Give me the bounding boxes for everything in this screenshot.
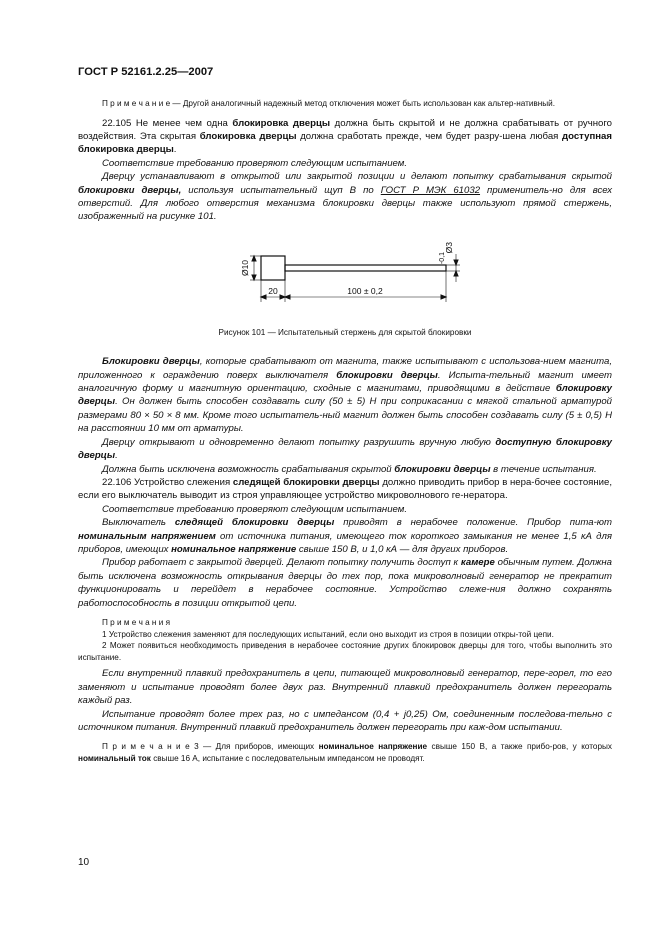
text-run: приводят в нерабочее положение. Прибор пита-ют bbox=[334, 517, 612, 529]
text-run: 22.106 Устройство слежения bbox=[102, 476, 233, 488]
switch-paragraph bbox=[78, 516, 612, 556]
text-run: 22.105 Не менее чем одна bbox=[102, 117, 233, 129]
dim-rod-tolerance: -0,1 bbox=[439, 251, 446, 264]
note-1-label: П р и м е ч а н и е bbox=[102, 99, 171, 108]
note-item-2: 2 Может появиться необходимость приведения в нерабочее состояние других блокировок дверцы для того, чтобы выполнить это испытание. bbox=[78, 641, 612, 662]
text-run: свыше 150 В, и 1,0 кА — для других приборов. bbox=[296, 543, 509, 555]
impedance-paragraph: Испытание проводят более трех раз, но с импедансом (0,4 + j0,25) Ом, соединенным последова-тельно с источником питания. Внутренний плавкий предохранитель должен перегорать при каж-дом испытании. bbox=[78, 708, 612, 733]
text-run: Дверцу открывают и одновременно делают попытку разрушить вручную любую bbox=[102, 436, 496, 448]
compliance-text: Соответствие требованию проверяют следующим испытанием. bbox=[102, 503, 408, 515]
text-run: . Испыта-тельный магнит имеет аналогичную форму и магнитную ориентацию, сходные с магнитами, приводящими в действие bbox=[78, 369, 613, 395]
dim-rod-length: 100 ± 0,2 bbox=[347, 285, 383, 296]
test-rod-drawing bbox=[78, 236, 612, 326]
term-bold: блокировки дверцы bbox=[394, 463, 491, 475]
term-bold: блокировка дверцы bbox=[232, 117, 331, 129]
term-bold: блокировку дверцы bbox=[78, 383, 612, 408]
text-run: используя испытательный щуп В по bbox=[181, 184, 381, 196]
term-bold: блокировка дверцы bbox=[199, 131, 297, 142]
term-bold: номинальное напряжение bbox=[318, 742, 428, 752]
note-1 bbox=[78, 98, 612, 110]
exclusion-paragraph bbox=[78, 463, 612, 476]
test-paragraph bbox=[78, 170, 612, 224]
term-bold: Блокировки дверцы bbox=[102, 356, 200, 368]
page-number: 10 bbox=[78, 857, 90, 868]
dim-head-diameter: Ø10 bbox=[240, 259, 250, 276]
text-run: . Он должен быть способен создавать силу (50 ± 5) Н при соприкасании с мягкой стальной арматурой размерами 80 × 50 × 8 мм. Кроме того испытатель-ный магнит должен быть способен создавать силу (5 ± 0,5) Н на расстоянии 10 мм от арматуры. bbox=[78, 396, 612, 435]
text-run: . bbox=[173, 144, 177, 156]
rod-shaft bbox=[285, 265, 446, 271]
text-run: Прибор работает с закрытой дверцей. Делают попытку получить доступ к bbox=[102, 557, 461, 569]
text-run: Должна быть исключена возможность срабатывания скрытой bbox=[102, 463, 395, 475]
page-content bbox=[78, 98, 612, 765]
note-3-label: П р и м е ч а н и е bbox=[102, 742, 190, 752]
text-run: в течение испытания. bbox=[490, 463, 597, 475]
clause-22-106 bbox=[78, 476, 612, 503]
term-bold: следящей блокировки дверцы bbox=[232, 476, 380, 488]
text-run: применитель-но для всех отверстий. Для любого отверстия механизма блокировки дверцы также используют прямой стержень, изображенный на рисунке 101. bbox=[78, 184, 612, 223]
text-run: должна быть скрытой и не должна срабатывать от ручного воздействия. Эта скрытая bbox=[78, 117, 612, 142]
text-run: свыше 150 В, а также прибо-ров, у которых bbox=[427, 742, 612, 752]
text-run: должно приводить прибор в нера-бочее состояние, если его выключатель выводит из строя управляющее устройство микроволнового ге-нератора. bbox=[78, 476, 613, 502]
note-3 bbox=[78, 741, 612, 764]
text-run: от источника питания, имеющего ток короткого замыкания не менее 1,5 кА для приборов, имеющих bbox=[78, 530, 612, 555]
term-bold: следящей блокировки дверцы bbox=[174, 517, 335, 529]
page-header: ГОСТ Р 52161.2.25—2007 bbox=[78, 66, 214, 78]
standard-link[interactable]: ГОСТ Р МЭК 61032 bbox=[380, 184, 481, 196]
term-bold: доступную блокировку дверцы bbox=[78, 436, 613, 462]
term-bold: номинальное напряжение bbox=[171, 543, 297, 555]
text-run: Дверцу устанавливают в открытой или закрытой позиции и делают попытку срабатывания скрытой bbox=[102, 171, 612, 183]
rod-head bbox=[261, 256, 285, 280]
dim-head-length: 20 bbox=[268, 285, 278, 296]
text-run: Выключатель bbox=[102, 517, 175, 529]
term-bold: номинальным напряжением bbox=[78, 530, 216, 542]
notes-label: П р и м е ч а н и я bbox=[102, 617, 171, 627]
term-bold: номинальный ток bbox=[78, 753, 151, 763]
text-run: свыше 16 А, испытание с последовательным импедансом не проводят. bbox=[150, 753, 425, 763]
door-open-paragraph bbox=[78, 436, 612, 463]
note-item-1: 1 Устройство слежения заменяют для последующих испытаний, если оно выходит из строя в позиции откры-той цепи. bbox=[102, 629, 554, 639]
clause-22-105 bbox=[78, 117, 612, 157]
term-bold: блокировки дверцы, bbox=[78, 184, 182, 196]
figure-101 bbox=[78, 236, 612, 326]
text-run: обычным путем. Должна быть исключена возможность открывания дверцы до тех пор, пока микроволновый генератор не прекратит функционировать и перейдет в нерабочее состояние. Устройство слеже-ния должно сохранять работоспособность в позиции открытой цепи. bbox=[78, 557, 613, 609]
dim-rod-diameter: Ø3 bbox=[444, 241, 454, 254]
text-run: . bbox=[115, 450, 118, 462]
term-bold: блокировки дверцы bbox=[336, 369, 438, 381]
term-bold: камере bbox=[460, 557, 495, 569]
term-bold: доступная блокировка дверцы bbox=[78, 131, 612, 156]
text-run: должна сработать прежде, чем будет разру-шена любая bbox=[296, 131, 563, 142]
figure-caption: Рисунок 101 — Испытательный стержень для скрытой блокировки bbox=[218, 327, 472, 337]
magnet-paragraph bbox=[78, 355, 612, 435]
fuse-paragraph: Если внутренний плавкий предохранитель в цепи, питающей микроволновый генератор, пере-горел, то его заменяют и испытание проводят более двух раз. Внутренний плавкий предохранитель должен перегорать каждый раз. bbox=[78, 668, 612, 707]
text-run: , которые срабатывают от магнита, также испытывают с использова-нием магнита, приложенного к ограждению поверх выключателя bbox=[78, 356, 612, 381]
note-1-text: — Другой аналогичный надежный метод отключения может быть использован как альтер-нативный. bbox=[170, 99, 556, 108]
text-run: 3 — Для приборов, имеющих bbox=[189, 742, 319, 752]
compliance-text: Соответствие требованию проверяют следующим испытанием. bbox=[102, 157, 408, 169]
operation-paragraph bbox=[78, 556, 612, 610]
